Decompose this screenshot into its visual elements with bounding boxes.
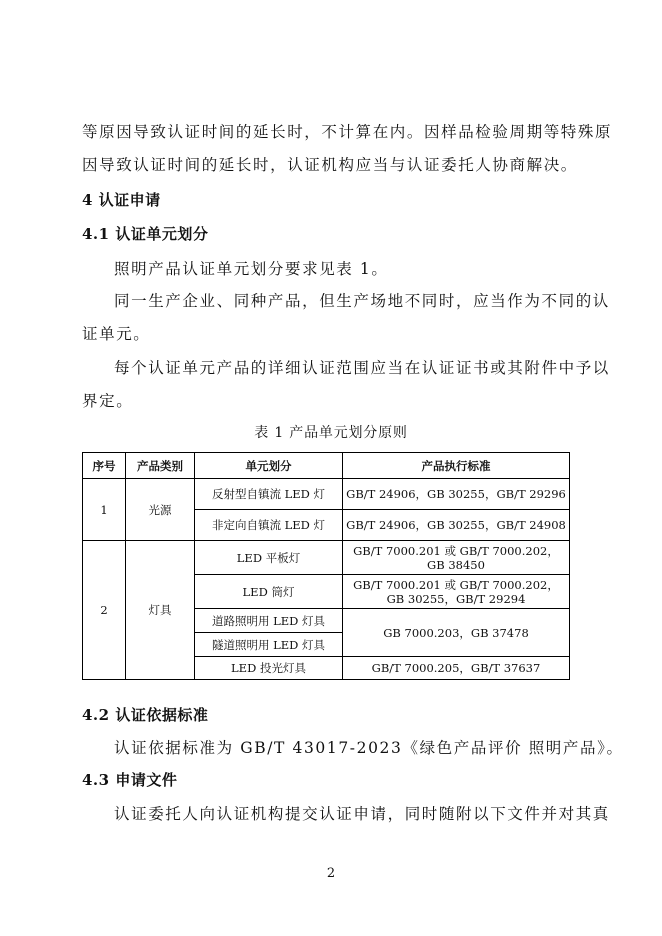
paragraph-line: 等原因导致认证时间的延长时，不计算在内。因样品检验周期等特殊原	[82, 123, 613, 141]
standard-cell: GB/T 7000.201 或 GB/T 7000.202，GB 30255，GB/T 29294	[343, 575, 570, 609]
unit-cell: LED 筒灯	[195, 575, 343, 609]
section-heading: 4.2 认证依据标准	[82, 706, 209, 724]
unit-division-table	[82, 452, 570, 680]
section-heading: 4.3 申请文件	[82, 771, 178, 789]
unit-cell: LED 平板灯	[195, 541, 343, 575]
standard-cell: GB/T 24906，GB 30255，GB/T 24908	[343, 510, 570, 541]
standard-cell: GB/T 7000.201 或 GB/T 7000.202，GB 38450	[343, 541, 570, 575]
paragraph-line: 认证依据标准为 GB/T 43017-2023《绿色产品评价 照明产品》。	[114, 739, 624, 757]
column-header: 产品类别	[126, 453, 195, 479]
standard-cell: GB/T 24906，GB 30255，GB/T 29296	[343, 479, 570, 510]
table-caption: 表 1 产品单元划分原则	[254, 425, 408, 441]
paragraph-line: 证单元。	[82, 325, 151, 343]
paragraph-line: 界定。	[82, 392, 134, 410]
product-category: 光源	[126, 479, 195, 541]
product-category: 灯具	[126, 541, 195, 680]
paragraph-line: 同一生产企业、同种产品，但生产场地不同时，应当作为不同的认	[114, 292, 610, 310]
standard-cell: GB/T 7000.205，GB/T 37637	[343, 657, 570, 680]
unit-cell: 反射型自镇流 LED 灯	[195, 479, 343, 510]
row-number: 1	[83, 479, 126, 541]
section-heading: 4 认证申请	[82, 191, 161, 209]
row-number: 2	[83, 541, 126, 680]
paragraph-line: 认证委托人向认证机构提交认证申请，同时随附以下文件并对其真	[114, 805, 610, 823]
unit-cell: 非定向自镇流 LED 灯	[195, 510, 343, 541]
table-row	[83, 541, 570, 575]
table-row	[83, 479, 570, 510]
section-heading: 4.1 认证单元划分	[82, 225, 209, 243]
page-number: 2	[326, 866, 336, 881]
paragraph-line: 每个认证单元产品的详细认证范围应当在认证证书或其附件中予以	[114, 359, 610, 377]
column-header: 单元划分	[195, 453, 343, 479]
column-header: 产品执行标准	[343, 453, 570, 479]
paragraph-line: 因导致认证时间的延长时，认证机构应当与认证委托人协商解决。	[82, 156, 578, 174]
unit-cell: LED 投光灯具	[195, 657, 343, 680]
unit-cell: 道路照明用 LED 灯具	[195, 609, 343, 633]
table-header-row	[83, 453, 570, 479]
column-header: 序号	[83, 453, 126, 479]
standard-cell: GB 7000.203，GB 37478	[343, 609, 570, 657]
unit-cell: 隧道照明用 LED 灯具	[195, 633, 343, 657]
paragraph-line: 照明产品认证单元划分要求见表 1。	[114, 260, 389, 278]
